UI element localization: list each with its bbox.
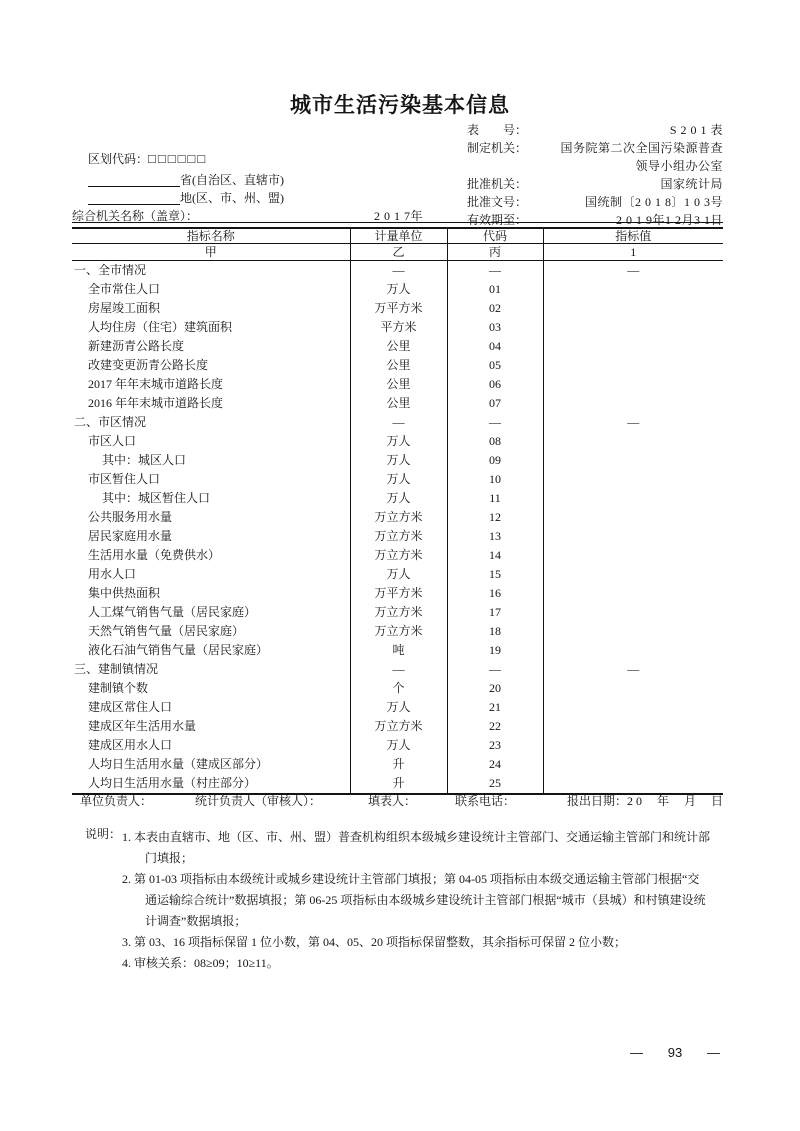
note-line: 通运输综合统计”数据填报；第 06-25 项指标由本级城乡建设统计主管部门根据“城市（县城）和村镇建设统 bbox=[145, 893, 706, 907]
unit-cell: 公里 bbox=[350, 394, 447, 413]
col-header-code: 代码 bbox=[447, 228, 543, 244]
table-row bbox=[72, 546, 723, 565]
indicator-name-cell: 2017 年年末城市道路长度 bbox=[88, 377, 224, 391]
code-cell: 25 bbox=[447, 774, 543, 794]
indicator-name-cell: 其中：城区人口 bbox=[102, 453, 187, 467]
code-cell: 22 bbox=[447, 717, 543, 736]
notes-label: 说明： bbox=[85, 827, 122, 841]
unit-cell: 万人 bbox=[350, 565, 447, 584]
indicator-name-cell: 改建变更沥青公路长度 bbox=[88, 358, 209, 372]
contact-phone-label: 联系电话： bbox=[455, 794, 516, 808]
unit-cell: 万立方米 bbox=[350, 508, 447, 527]
value-cell bbox=[543, 527, 723, 546]
code-cell: 15 bbox=[447, 565, 543, 584]
indicator-name-cell: 市区暂住人口 bbox=[88, 472, 161, 486]
code-cell: 16 bbox=[447, 584, 543, 603]
indicator-name-cell: 用水人口 bbox=[88, 567, 137, 581]
note-line: 门填报； bbox=[145, 851, 194, 865]
note-line: 4. 审核关系：08≥09；10≥11。 bbox=[122, 956, 279, 970]
table-row bbox=[72, 774, 723, 794]
page-title: 城市生活污染基本信息 bbox=[290, 93, 510, 117]
form-number-value: S 2 0 1 表 bbox=[669, 123, 723, 137]
unit-cell: — bbox=[350, 261, 447, 281]
col-key-1: 1 bbox=[543, 244, 723, 261]
unit-cell: 万人 bbox=[350, 451, 447, 470]
indicator-name-cell: 人均住房（住宅）建筑面积 bbox=[88, 320, 233, 334]
note-line: 2. 第 01-03 项指标由本级统计或城乡建设统计主管部门填报；第 04-05 项指标由本级交通运输主管部门根据“交 bbox=[122, 872, 700, 886]
value-cell bbox=[543, 337, 723, 356]
code-cell: 06 bbox=[447, 375, 543, 394]
table-row bbox=[72, 622, 723, 641]
value-cell bbox=[543, 356, 723, 375]
table-row bbox=[72, 432, 723, 451]
code-cell: — bbox=[447, 261, 543, 281]
table-key-row bbox=[72, 244, 723, 261]
issuing-agency-value-line1: 国务院第二次全国污染源普查 bbox=[560, 141, 723, 155]
indicator-name-cell: 市区人口 bbox=[88, 434, 137, 448]
table-row bbox=[72, 470, 723, 489]
value-cell bbox=[543, 774, 723, 794]
value-cell bbox=[543, 394, 723, 413]
unit-cell: 万立方米 bbox=[350, 603, 447, 622]
indicator-name-cell: 其中：城区暂住人口 bbox=[102, 491, 211, 505]
value-cell bbox=[543, 736, 723, 755]
indicator-name-cell: 液化石油气销售气量（居民家庭） bbox=[88, 643, 269, 657]
value-cell bbox=[543, 679, 723, 698]
header-divider-line bbox=[72, 222, 723, 223]
value-cell bbox=[543, 641, 723, 660]
unit-cell: 万平方米 bbox=[350, 584, 447, 603]
indicator-name-cell: 2016 年年末城市道路长度 bbox=[88, 396, 224, 410]
form-filler-label: 填表人： bbox=[368, 794, 417, 808]
code-cell: 08 bbox=[447, 432, 543, 451]
unit-cell: 万立方米 bbox=[350, 622, 447, 641]
report-year: 2 0 1 7年 bbox=[373, 209, 423, 223]
table-row bbox=[72, 698, 723, 717]
code-cell: 19 bbox=[447, 641, 543, 660]
form-number-label: 表 号： bbox=[467, 123, 528, 137]
indicator-name-cell: 一、全市情况 bbox=[74, 263, 147, 277]
value-cell bbox=[543, 546, 723, 565]
value-cell bbox=[543, 318, 723, 337]
agency-row bbox=[72, 209, 198, 223]
indicator-name-cell: 人均日生活用水量（村庄部分） bbox=[88, 776, 257, 790]
indicator-name-cell: 二、市区情况 bbox=[74, 415, 147, 429]
code-cell: 13 bbox=[447, 527, 543, 546]
value-cell bbox=[543, 565, 723, 584]
code-cell: 12 bbox=[447, 508, 543, 527]
value-cell: — bbox=[543, 660, 723, 679]
value-cell bbox=[543, 755, 723, 774]
indicator-name-cell: 三、建制镇情况 bbox=[74, 662, 159, 676]
value-cell bbox=[543, 489, 723, 508]
notes-section bbox=[85, 827, 740, 974]
value-cell bbox=[543, 299, 723, 318]
table-row bbox=[72, 660, 723, 679]
approving-agency-label: 批准机关： bbox=[467, 177, 528, 191]
code-cell: 11 bbox=[447, 489, 543, 508]
unit-cell: 公里 bbox=[350, 375, 447, 394]
indicator-name-cell: 建制镇个数 bbox=[88, 681, 149, 695]
code-cell: — bbox=[447, 413, 543, 432]
unit-cell: 万人 bbox=[350, 698, 447, 717]
unit-cell: 万人 bbox=[350, 736, 447, 755]
table-row bbox=[72, 641, 723, 660]
unit-cell: — bbox=[350, 413, 447, 432]
code-cell: 18 bbox=[447, 622, 543, 641]
value-cell bbox=[543, 375, 723, 394]
table-row bbox=[72, 527, 723, 546]
code-cell: 04 bbox=[447, 337, 543, 356]
value-cell bbox=[543, 698, 723, 717]
code-cell: 23 bbox=[447, 736, 543, 755]
unit-cell: 万立方米 bbox=[350, 717, 447, 736]
unit-cell: 平方米 bbox=[350, 318, 447, 337]
unit-cell: 公里 bbox=[350, 356, 447, 375]
issuing-agency-label: 制定机关： bbox=[467, 141, 528, 155]
prefecture-blank-field bbox=[88, 192, 180, 205]
page-number-dash-right: — bbox=[707, 1045, 720, 1060]
value-cell: — bbox=[543, 413, 723, 432]
region-code-label: 区划代码： bbox=[88, 152, 149, 166]
indicator-name-cell: 公共服务用水量 bbox=[88, 510, 173, 524]
value-cell bbox=[543, 470, 723, 489]
value-cell bbox=[543, 717, 723, 736]
code-cell: 21 bbox=[447, 698, 543, 717]
table-row bbox=[72, 299, 723, 318]
region-code-row bbox=[88, 152, 207, 166]
unit-cell: 吨 bbox=[350, 641, 447, 660]
col-header-indicator-name: 指标名称 bbox=[72, 228, 350, 244]
value-cell bbox=[543, 622, 723, 641]
col-header-unit: 计量单位 bbox=[350, 228, 447, 244]
table-row bbox=[72, 736, 723, 755]
indicator-name-cell: 集中供热面积 bbox=[88, 586, 161, 600]
unit-cell: 万人 bbox=[350, 432, 447, 451]
issuing-agency-value-line2: 领导小组办公室 bbox=[635, 159, 723, 173]
table-row bbox=[72, 318, 723, 337]
code-cell: 14 bbox=[447, 546, 543, 565]
code-cell: 09 bbox=[447, 451, 543, 470]
code-cell: 20 bbox=[447, 679, 543, 698]
indicator-name-cell: 房屋竣工面积 bbox=[88, 301, 161, 315]
note-line: 3. 第 03、16 项指标保留 1 位小数，第 04、05、20 项指标保留整数，其余指标可保留 2 位小数； bbox=[122, 935, 627, 949]
table-row bbox=[72, 508, 723, 527]
unit-cell: 公里 bbox=[350, 337, 447, 356]
indicator-name-cell: 生活用水量（免费供水） bbox=[88, 548, 221, 562]
unit-cell: — bbox=[350, 660, 447, 679]
table-row bbox=[72, 280, 723, 299]
code-cell: 03 bbox=[447, 318, 543, 337]
prefecture-row bbox=[88, 191, 284, 205]
unit-cell: 升 bbox=[350, 774, 447, 794]
province-blank-field bbox=[88, 174, 180, 187]
indicator-name-cell: 全市常住人口 bbox=[88, 282, 161, 296]
value-cell bbox=[543, 280, 723, 299]
agency-label: 综合机关名称（盖章）： bbox=[72, 209, 199, 223]
note-line: 1. 本表由直辖市、地（区、市、州、盟）普查机构组织本级城乡建设统计主管部门、交通运输主管部门和统计部 bbox=[122, 830, 711, 844]
table-row bbox=[72, 394, 723, 413]
unit-cell: 万平方米 bbox=[350, 299, 447, 318]
table-header-row bbox=[72, 228, 723, 244]
code-cell: 07 bbox=[447, 394, 543, 413]
table-row bbox=[72, 489, 723, 508]
value-cell bbox=[543, 584, 723, 603]
region-code-boxes: □□□□□□ bbox=[148, 151, 208, 166]
page-number-dash-left: — bbox=[630, 1045, 643, 1060]
unit-cell: 万人 bbox=[350, 280, 447, 299]
value-cell bbox=[543, 603, 723, 622]
table-row bbox=[72, 679, 723, 698]
valid-until-label: 有效期至： bbox=[467, 213, 528, 227]
approval-doc-label: 批准文号： bbox=[467, 195, 528, 209]
table-row bbox=[72, 565, 723, 584]
indicator-name-cell: 建成区用水人口 bbox=[88, 738, 173, 752]
table-row bbox=[72, 755, 723, 774]
value-cell bbox=[543, 508, 723, 527]
indicator-name-cell: 人工煤气销售气量（居民家庭） bbox=[88, 605, 257, 619]
code-cell: 02 bbox=[447, 299, 543, 318]
table-row bbox=[72, 356, 723, 375]
approval-doc-value: 国统制〔2 0 1 8〕1 0 3号 bbox=[584, 195, 723, 209]
province-suffix: 省(自治区、直辖市) bbox=[180, 173, 284, 187]
indicator-name-cell: 建成区常住人口 bbox=[88, 700, 173, 714]
report-date-label: 报出日期：2 0 年 月 日 bbox=[566, 794, 723, 808]
table-row bbox=[72, 451, 723, 470]
valid-until-value: 2 0 1 9年1 2月3 1日 bbox=[615, 213, 723, 227]
table-row bbox=[72, 717, 723, 736]
table-row bbox=[72, 375, 723, 394]
code-cell: 24 bbox=[447, 755, 543, 774]
value-cell bbox=[543, 451, 723, 470]
col-key-yi: 乙 bbox=[350, 244, 447, 261]
col-key-jia: 甲 bbox=[72, 244, 350, 261]
col-key-bing: 丙 bbox=[447, 244, 543, 261]
note-line: 计调查”数据填报； bbox=[145, 914, 247, 928]
table-row bbox=[72, 413, 723, 432]
code-cell: 17 bbox=[447, 603, 543, 622]
unit-cell: 万人 bbox=[350, 489, 447, 508]
indicator-name-cell: 居民家庭用水量 bbox=[88, 529, 173, 543]
page-number-value: 93 bbox=[667, 1045, 683, 1060]
code-cell: 01 bbox=[447, 280, 543, 299]
table-row bbox=[72, 337, 723, 356]
approving-agency-value: 国家统计局 bbox=[660, 177, 723, 191]
unit-cell: 万立方米 bbox=[350, 527, 447, 546]
statistics-head-label: 统计负责人（审核人）： bbox=[195, 794, 322, 808]
unit-head-label: 单位负责人： bbox=[80, 794, 153, 808]
indicator-name-cell: 新建沥青公路长度 bbox=[88, 339, 185, 353]
code-cell: 05 bbox=[447, 356, 543, 375]
indicator-table bbox=[72, 227, 723, 795]
col-header-value: 指标值 bbox=[543, 228, 723, 244]
value-cell bbox=[543, 432, 723, 451]
code-cell: — bbox=[447, 660, 543, 679]
unit-cell: 万人 bbox=[350, 470, 447, 489]
code-cell: 10 bbox=[447, 470, 543, 489]
table-row bbox=[72, 603, 723, 622]
table-row bbox=[72, 261, 723, 281]
table-row bbox=[72, 584, 723, 603]
prefecture-suffix: 地(区、市、州、盟) bbox=[180, 191, 284, 205]
page-number bbox=[630, 1046, 720, 1060]
indicator-name-cell: 建成区年生活用水量 bbox=[88, 719, 197, 733]
unit-cell: 万立方米 bbox=[350, 546, 447, 565]
unit-cell: 升 bbox=[350, 755, 447, 774]
unit-cell: 个 bbox=[350, 679, 447, 698]
value-cell: — bbox=[543, 261, 723, 281]
indicator-name-cell: 人均日生活用水量（建成区部分） bbox=[88, 757, 269, 771]
indicator-name-cell: 天然气销售气量（居民家庭） bbox=[88, 624, 245, 638]
province-row bbox=[88, 173, 284, 187]
